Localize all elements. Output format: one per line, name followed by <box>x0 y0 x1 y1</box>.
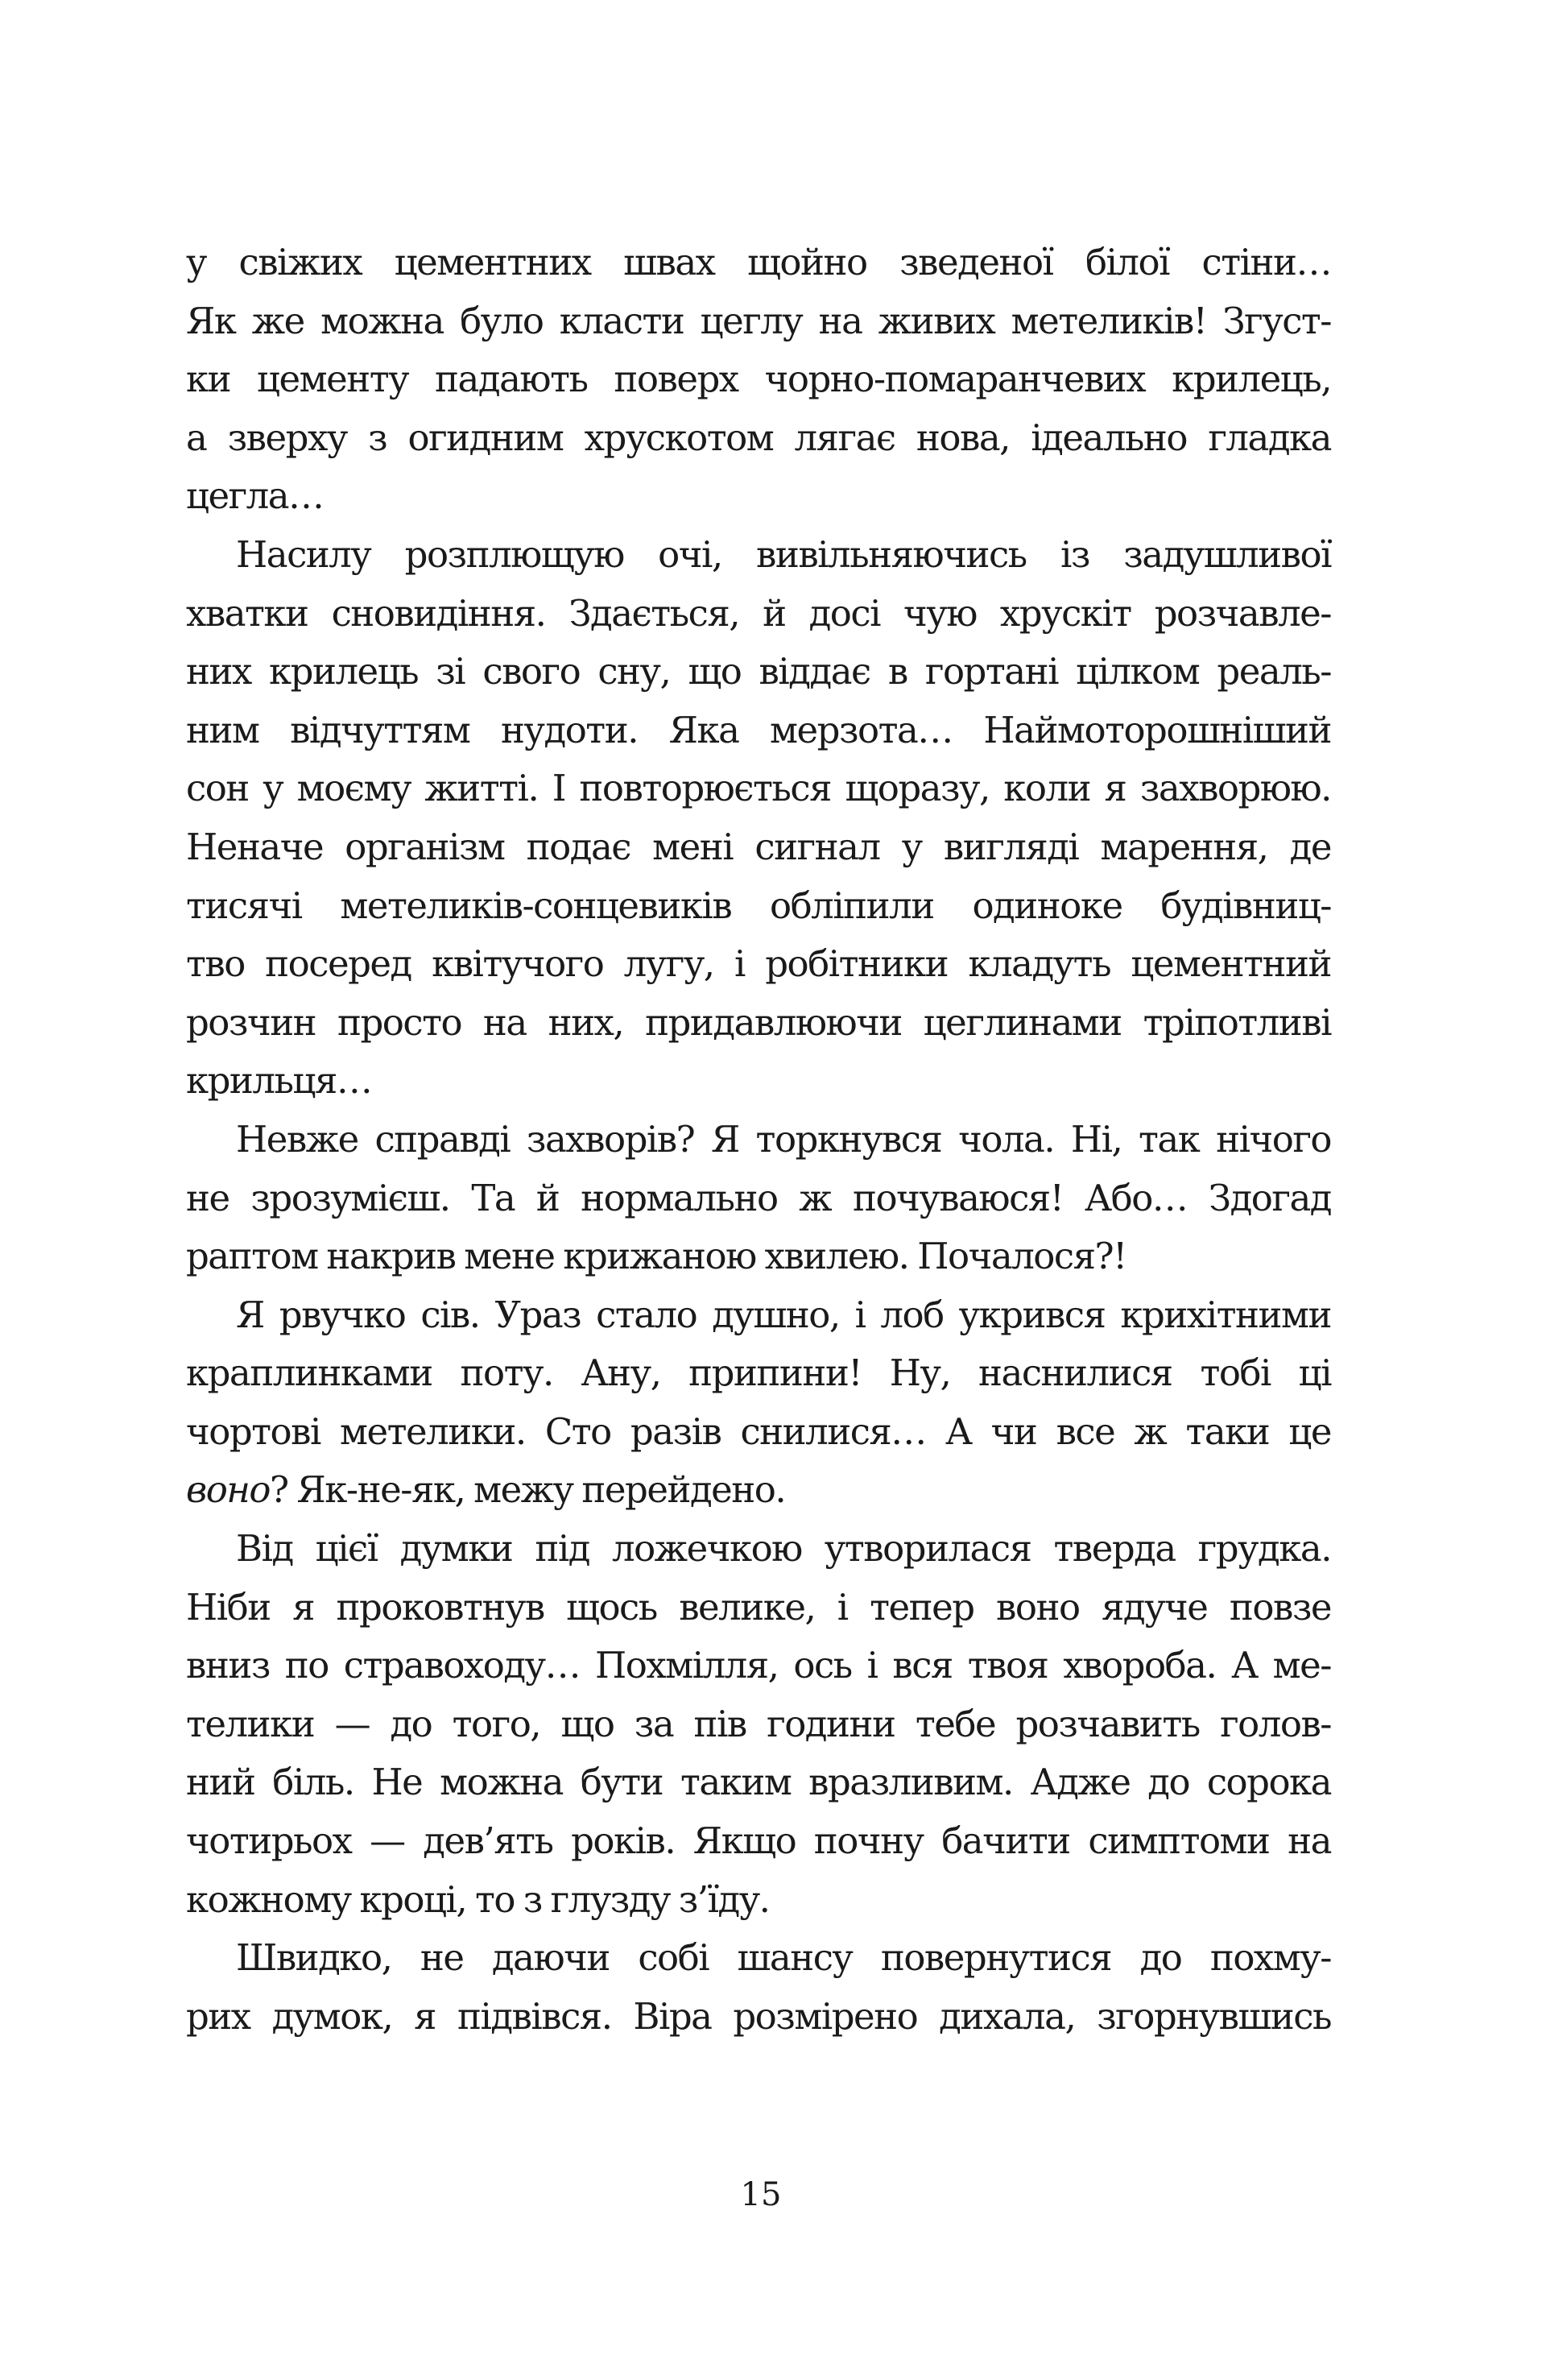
emphasized-word: воно <box>186 1468 271 1512</box>
text-line: кожному кроці, то з глузду з’їду. <box>186 1877 770 1921</box>
text-line: хватки сновидіння. Здається, й досі чую хрускіт розчавле- <box>186 591 1331 635</box>
text-line: крильця… <box>186 1059 372 1103</box>
text-line: чотирьох — дев’ять років. Якщо почну бачити симптоми на <box>186 1819 1331 1863</box>
text-line: краплинками поту. Ану, припини! Ну, наснилися тобі ці <box>186 1351 1331 1395</box>
text-line: Від цієї думки під ложечкою утворилася тверда грудка. <box>236 1527 1331 1571</box>
text-line: ним відчуттям нудоти. Яка мерзота… Наймоторошніший <box>186 708 1331 751</box>
text-line: ки цементу падають поверх чорно-помаранчевих крилець, <box>186 358 1331 401</box>
text-line <box>186 1461 1331 1520</box>
text-line: розчин просто на них, придавлюючи цеглинами тріпотливі <box>186 1000 1331 1044</box>
text-line: цегла… <box>186 474 324 518</box>
text-line: Насилу розплющую очі, вивільняючись із задушливої <box>236 532 1331 576</box>
text-line: тисячі метеликів-сонцевиків обліпили одиноке будівниц- <box>186 884 1331 927</box>
text-line: рих думок, я підвівся. Віра розмірено дихала, згорнувшись <box>186 1994 1331 2038</box>
text-line: а зверху з огидним хрускотом лягає нова, ідеально гладка <box>186 416 1331 459</box>
text-line: ний біль. Не можна бути таким вразливим. Адже до сорока <box>186 1761 1331 1804</box>
text-line: телики — до того, що за пів години тебе розчавить голов- <box>186 1702 1331 1745</box>
text-line: Швидко, не даючи собі шансу повернутися до похму- <box>236 1936 1331 1980</box>
text-line: сон у моєму житті. І повторюється щоразу, коли я захворюю. <box>186 767 1331 810</box>
text-line: Невже справді захворів? Я торкнувся чола. Ні, так нічого <box>236 1117 1331 1161</box>
text-fragment: ? Як-не-як, межу перейдено. <box>270 1468 786 1512</box>
text-line: не зрозумієш. Та й нормально ж почуваюся! Або… Здогад <box>186 1176 1331 1219</box>
text-line: чортові метелики. Сто разів снилися… А чи все ж таки це <box>186 1409 1331 1453</box>
text-line: тво посеред квітучого лугу, і робітники кладуть цементний <box>186 942 1331 986</box>
text-line: Я рвучко сів. Ураз стало душно, і лоб укрився крихітними <box>236 1293 1331 1336</box>
text-line: Як же можна було класти цеглу на живих метеликів! Згуст- <box>186 299 1331 342</box>
text-line: Неначе організм подає мені сигнал у вигляді марення, де <box>186 825 1331 868</box>
text-line: них крилець зі свого сну, що віддає в гортані цілком реаль- <box>186 650 1331 693</box>
body-text <box>186 234 1331 2046</box>
text-line: раптом накрив мене крижаною хвилею. Почалося?! <box>186 1235 1126 1278</box>
page-number: 15 <box>740 2176 782 2213</box>
text-line: у свіжих цементних швах щойно зведеної білої стіни… <box>186 241 1331 284</box>
text-line: Ніби я проковтнув щось велике, і тепер воно ядуче повзе <box>186 1585 1331 1629</box>
text-line: вниз по стравоходу… Похмілля, ось і вся твоя хвороба. А ме- <box>186 1644 1331 1687</box>
